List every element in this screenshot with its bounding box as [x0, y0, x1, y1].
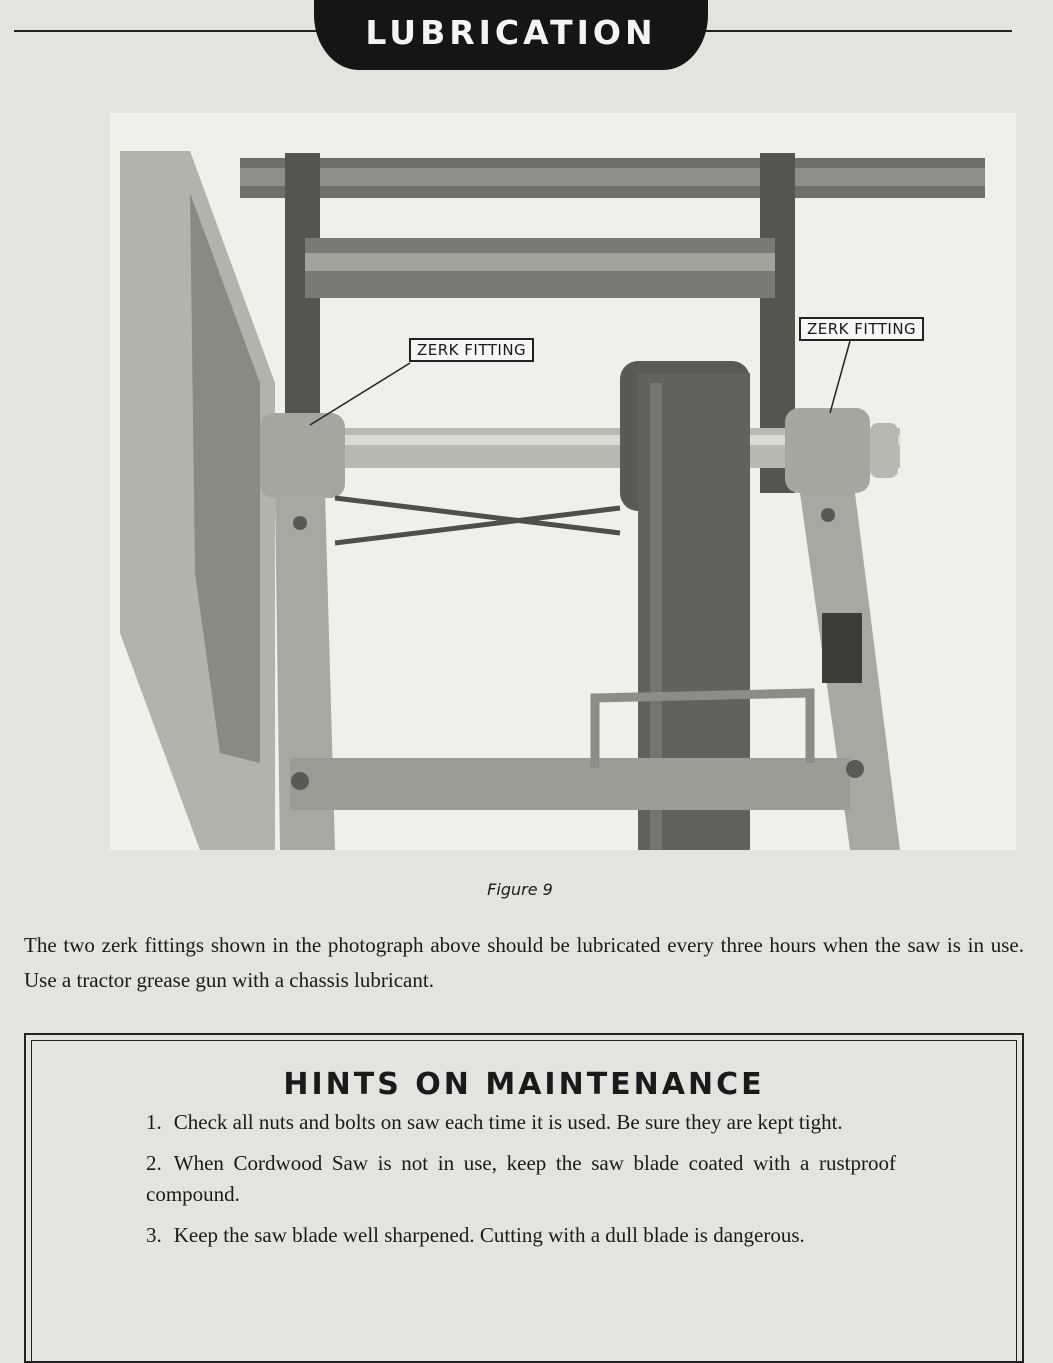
hint-number: 2. — [146, 1151, 162, 1175]
hint-item — [146, 1220, 896, 1251]
section-title-banner — [314, 0, 708, 70]
hints-title: HINTS ON MAINTENANCE — [283, 1067, 765, 1102]
zerk-fitting-label: ZERK FITTING — [409, 338, 534, 362]
hint-item — [146, 1107, 896, 1138]
zerk-fitting-label: ZERK FITTING — [799, 317, 924, 341]
hint-text: Keep the saw blade well sharpened. Cutting with a dull blade is dangerous. — [173, 1223, 805, 1247]
header-rule-left — [14, 30, 324, 32]
lubrication-instructions: The two zerk fittings shown in the photograph above should be lubricated every three hours when the saw is in use. Use a tractor grease gun with a chassis lubricant. — [24, 933, 1024, 992]
hints-box — [24, 1033, 1024, 1363]
hint-text: Check all nuts and bolts on saw each time it is used. Be sure they are kept tight. — [173, 1110, 843, 1134]
header-rule-right — [700, 30, 1012, 32]
hint-number: 3. — [146, 1223, 162, 1247]
hints-list — [146, 1107, 896, 1261]
hint-number: 1. — [146, 1110, 162, 1134]
hint-text: When Cordwood Saw is not in use, keep the saw blade coated with a rustproof compound. — [146, 1151, 896, 1206]
figure-photo — [110, 113, 1016, 850]
hint-item — [146, 1148, 896, 1210]
saw-mechanism-illustration — [110, 113, 1016, 850]
figure-caption: Figure 9 — [487, 880, 553, 899]
section-title: LUBRICATION — [365, 12, 657, 52]
